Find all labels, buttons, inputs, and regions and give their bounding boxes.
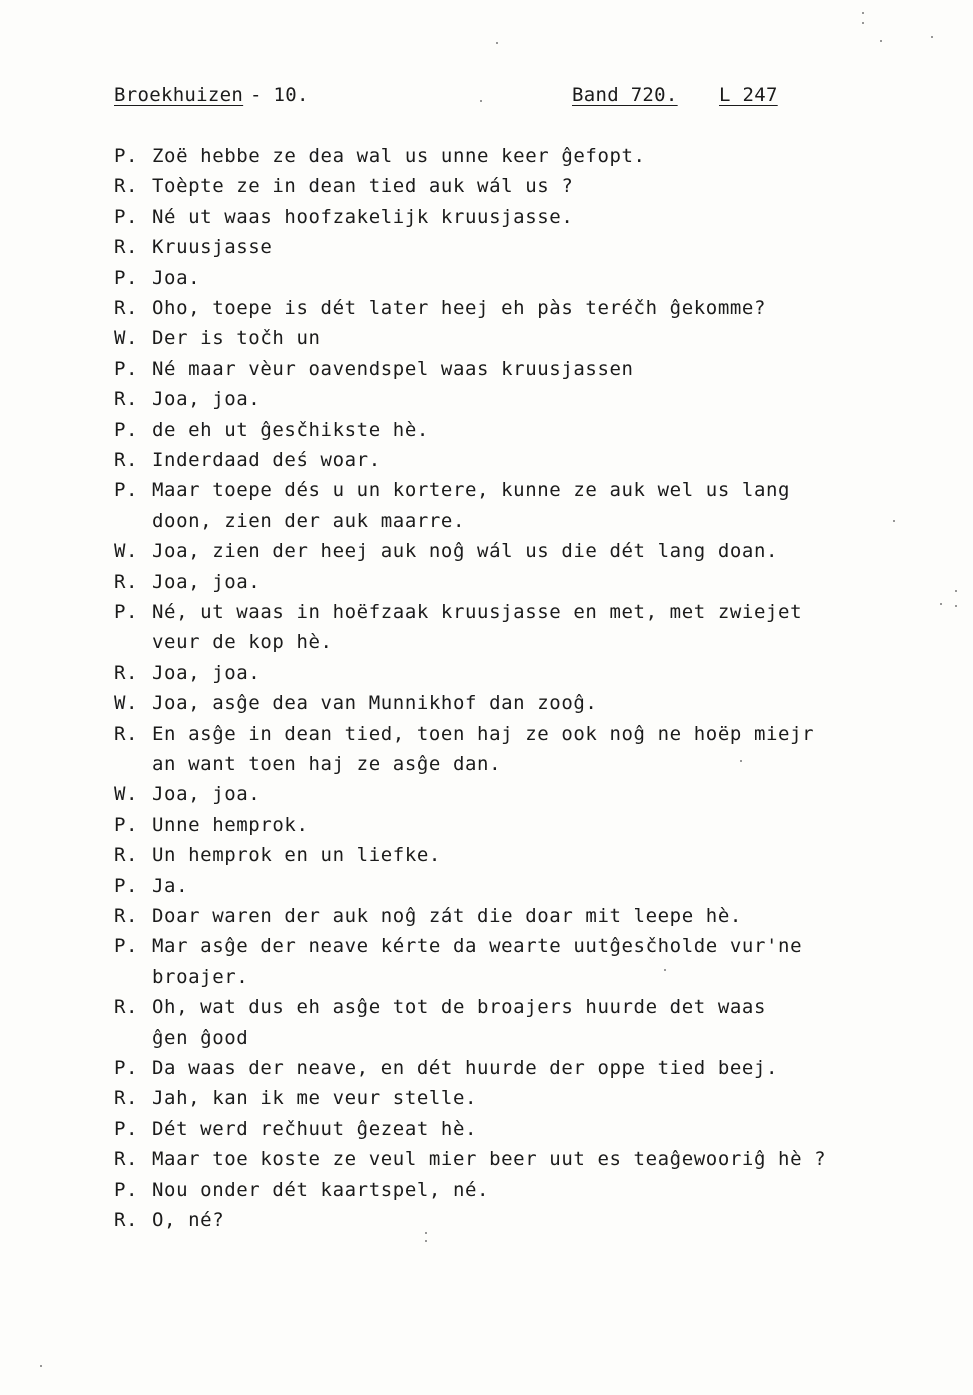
utterance-text: Dét werd rečhuut ĝezeat hè. [152, 1118, 478, 1140]
dialogue-line [114, 388, 260, 410]
speaker-label: P. [114, 1179, 139, 1201]
dialogue-line [114, 145, 646, 167]
utterance-text: Toèpte ze in dean tied auk wál us ? [152, 175, 574, 197]
speaker-label: P. [114, 206, 139, 228]
dialogue-continuation-line [114, 1027, 248, 1049]
header-page-number: - 10. [250, 84, 309, 106]
dialogue-line [114, 1148, 826, 1170]
utterance-text: Der is točh un [152, 327, 321, 349]
speaker-label: R. [114, 1209, 139, 1231]
dialogue-line [114, 996, 766, 1018]
dialogue-line [114, 175, 573, 197]
dialogue-line [114, 419, 429, 441]
header-code: L 247 [719, 84, 778, 106]
scan-speck [425, 1240, 427, 1242]
scan-speck [940, 603, 942, 605]
scan-speck [664, 969, 666, 971]
speaker-label: R. [114, 996, 139, 1018]
speaker-label: R. [114, 175, 139, 197]
dialogue-line [114, 1087, 477, 1109]
speaker-label: R. [114, 236, 139, 258]
utterance-text: Un hemprok en un liefke. [152, 844, 441, 866]
speaker-label: W. [114, 540, 139, 562]
speaker-label: P. [114, 814, 139, 836]
utterance-text: doon, zien der auk maarre. [152, 510, 466, 532]
utterance-text: Joa, asĝe dea van Munnikhof dan zooĝ. [152, 692, 598, 714]
scan-speck [425, 1232, 427, 1234]
utterance-text: Joa, joa. [152, 388, 261, 410]
dialogue-line [114, 1118, 477, 1140]
speaker-label: R. [114, 388, 139, 410]
scan-speck [955, 605, 957, 607]
dialogue-line [114, 692, 597, 714]
utterance-text: Unne hemprok. [152, 814, 309, 836]
utterance-text: ĝen ĝood [152, 1027, 249, 1049]
scan-speck [740, 760, 742, 762]
dialogue-line [114, 1057, 778, 1079]
dialogue-line [114, 236, 272, 258]
speaker-label: R. [114, 297, 139, 319]
speaker-label: R. [114, 844, 139, 866]
speaker-label: P. [114, 1118, 139, 1140]
scan-speck [496, 42, 498, 44]
scan-speck [880, 40, 882, 42]
scan-speck [40, 1365, 42, 1367]
utterance-text: veur de kop hè. [152, 631, 333, 653]
utterance-text: de eh ut ĝesčhikste hè. [152, 419, 429, 441]
dialogue-continuation-line [114, 966, 248, 988]
dialogue-line [114, 449, 381, 471]
dialogue-line [114, 875, 188, 897]
header-place: Broekhuizen [114, 84, 244, 106]
speaker-label: R. [114, 449, 139, 471]
dialogue-line [114, 814, 309, 836]
utterance-text: Maar toe koste ze veul mier beer uut es teaĝewooriĝ hè ? [152, 1148, 827, 1170]
speaker-label: P. [114, 1057, 139, 1079]
dialogue-line [114, 723, 814, 745]
utterance-text: Joa, joa. [152, 662, 261, 684]
utterance-text: Da waas der neave, en dét huurde der oppe tied beej. [152, 1057, 779, 1079]
speaker-label: P. [114, 358, 139, 380]
scan-speck [931, 36, 933, 38]
utterance-text: Né, ut waas in hoëfzaak kruusjasse en met, met zwiejet [152, 601, 803, 623]
utterance-text: Ja. [152, 875, 189, 897]
speaker-label: P. [114, 875, 139, 897]
speaker-label: P. [114, 419, 139, 441]
speaker-label: P. [114, 601, 139, 623]
utterance-text: Jah, kan ik me veur stelle. [152, 1087, 478, 1109]
dialogue-continuation-line [114, 510, 465, 532]
speaker-label: R. [114, 723, 139, 745]
speaker-label: R. [114, 571, 139, 593]
utterance-text: an want toen haj ze asĝe dan. [152, 753, 502, 775]
scan-speck [893, 520, 895, 522]
dialogue-line [114, 905, 742, 927]
header-title [114, 84, 243, 106]
dialogue-line [114, 267, 200, 289]
dialogue-line [114, 844, 441, 866]
scan-speck [480, 100, 482, 102]
speaker-label: P. [114, 145, 139, 167]
utterance-text: Joa, zien der heej auk noĝ wál us die dét lang doan. [152, 540, 779, 562]
speaker-label: R. [114, 1087, 139, 1109]
scan-speck [955, 590, 957, 592]
speaker-label: P. [114, 267, 139, 289]
utterance-text: Joa, joa. [152, 783, 261, 805]
speaker-label: R. [114, 1148, 139, 1170]
utterance-text: Doar waren der auk noĝ zát die doar mit leepe hè. [152, 905, 742, 927]
dialogue-line [114, 540, 778, 562]
scan-speck [862, 22, 864, 24]
dialogue-line [114, 206, 573, 228]
utterance-text: Mar asĝe der neave kérte da wearte uutĝesčholde vur'ne [152, 935, 803, 957]
scan-speck [862, 12, 864, 14]
utterance-text: Kruusjasse [152, 236, 273, 258]
dialogue-continuation-line [114, 753, 501, 775]
speaker-label: P. [114, 935, 139, 957]
utterance-text: En asĝe in dean tied, toen haj ze ook noĝ ne hoëp miejr [152, 723, 815, 745]
speaker-label: W. [114, 783, 139, 805]
speaker-label: R. [114, 662, 139, 684]
utterance-text: Né maar vèur oavendspel waas kruusjassen [152, 358, 634, 380]
dialogue-line [114, 297, 766, 319]
dialogue-line [114, 358, 634, 380]
dialogue-line [114, 662, 260, 684]
dialogue-continuation-line [114, 631, 333, 653]
utterance-text: Inderdaad deś woar. [152, 449, 381, 471]
utterance-text: Oh, wat dus eh asĝe tot de broajers huurde det waas [152, 996, 766, 1018]
dialogue-line [114, 479, 790, 501]
header-band: Band 720. [572, 84, 678, 106]
dialogue-line [114, 1179, 489, 1201]
dialogue-line [114, 601, 802, 623]
speaker-label: W. [114, 692, 139, 714]
utterance-text: Nou onder dét kaartspel, né. [152, 1179, 490, 1201]
utterance-text: Maar toepe dés u un kortere, kunne ze auk wel us lang [152, 479, 791, 501]
utterance-text: broajer. [152, 966, 249, 988]
dialogue-line [114, 935, 802, 957]
dialogue-line [114, 327, 321, 349]
utterance-text: Né ut waas hoofzakelijk kruusjasse. [152, 206, 574, 228]
utterance-text: Zoë hebbe ze dea wal us unne keer ĝefopt. [152, 145, 646, 167]
dialogue-line [114, 783, 260, 805]
utterance-text: Joa, joa. [152, 571, 261, 593]
speaker-label: P. [114, 479, 139, 501]
speaker-label: W. [114, 327, 139, 349]
utterance-text: Oho, toepe is dét later heej eh pàs teréčh ĝekomme? [152, 297, 766, 319]
utterance-text: Joa. [152, 267, 201, 289]
dialogue-line [114, 571, 260, 593]
speaker-label: R. [114, 905, 139, 927]
dialogue-line [114, 1209, 224, 1231]
utterance-text: O, né? [152, 1209, 225, 1231]
